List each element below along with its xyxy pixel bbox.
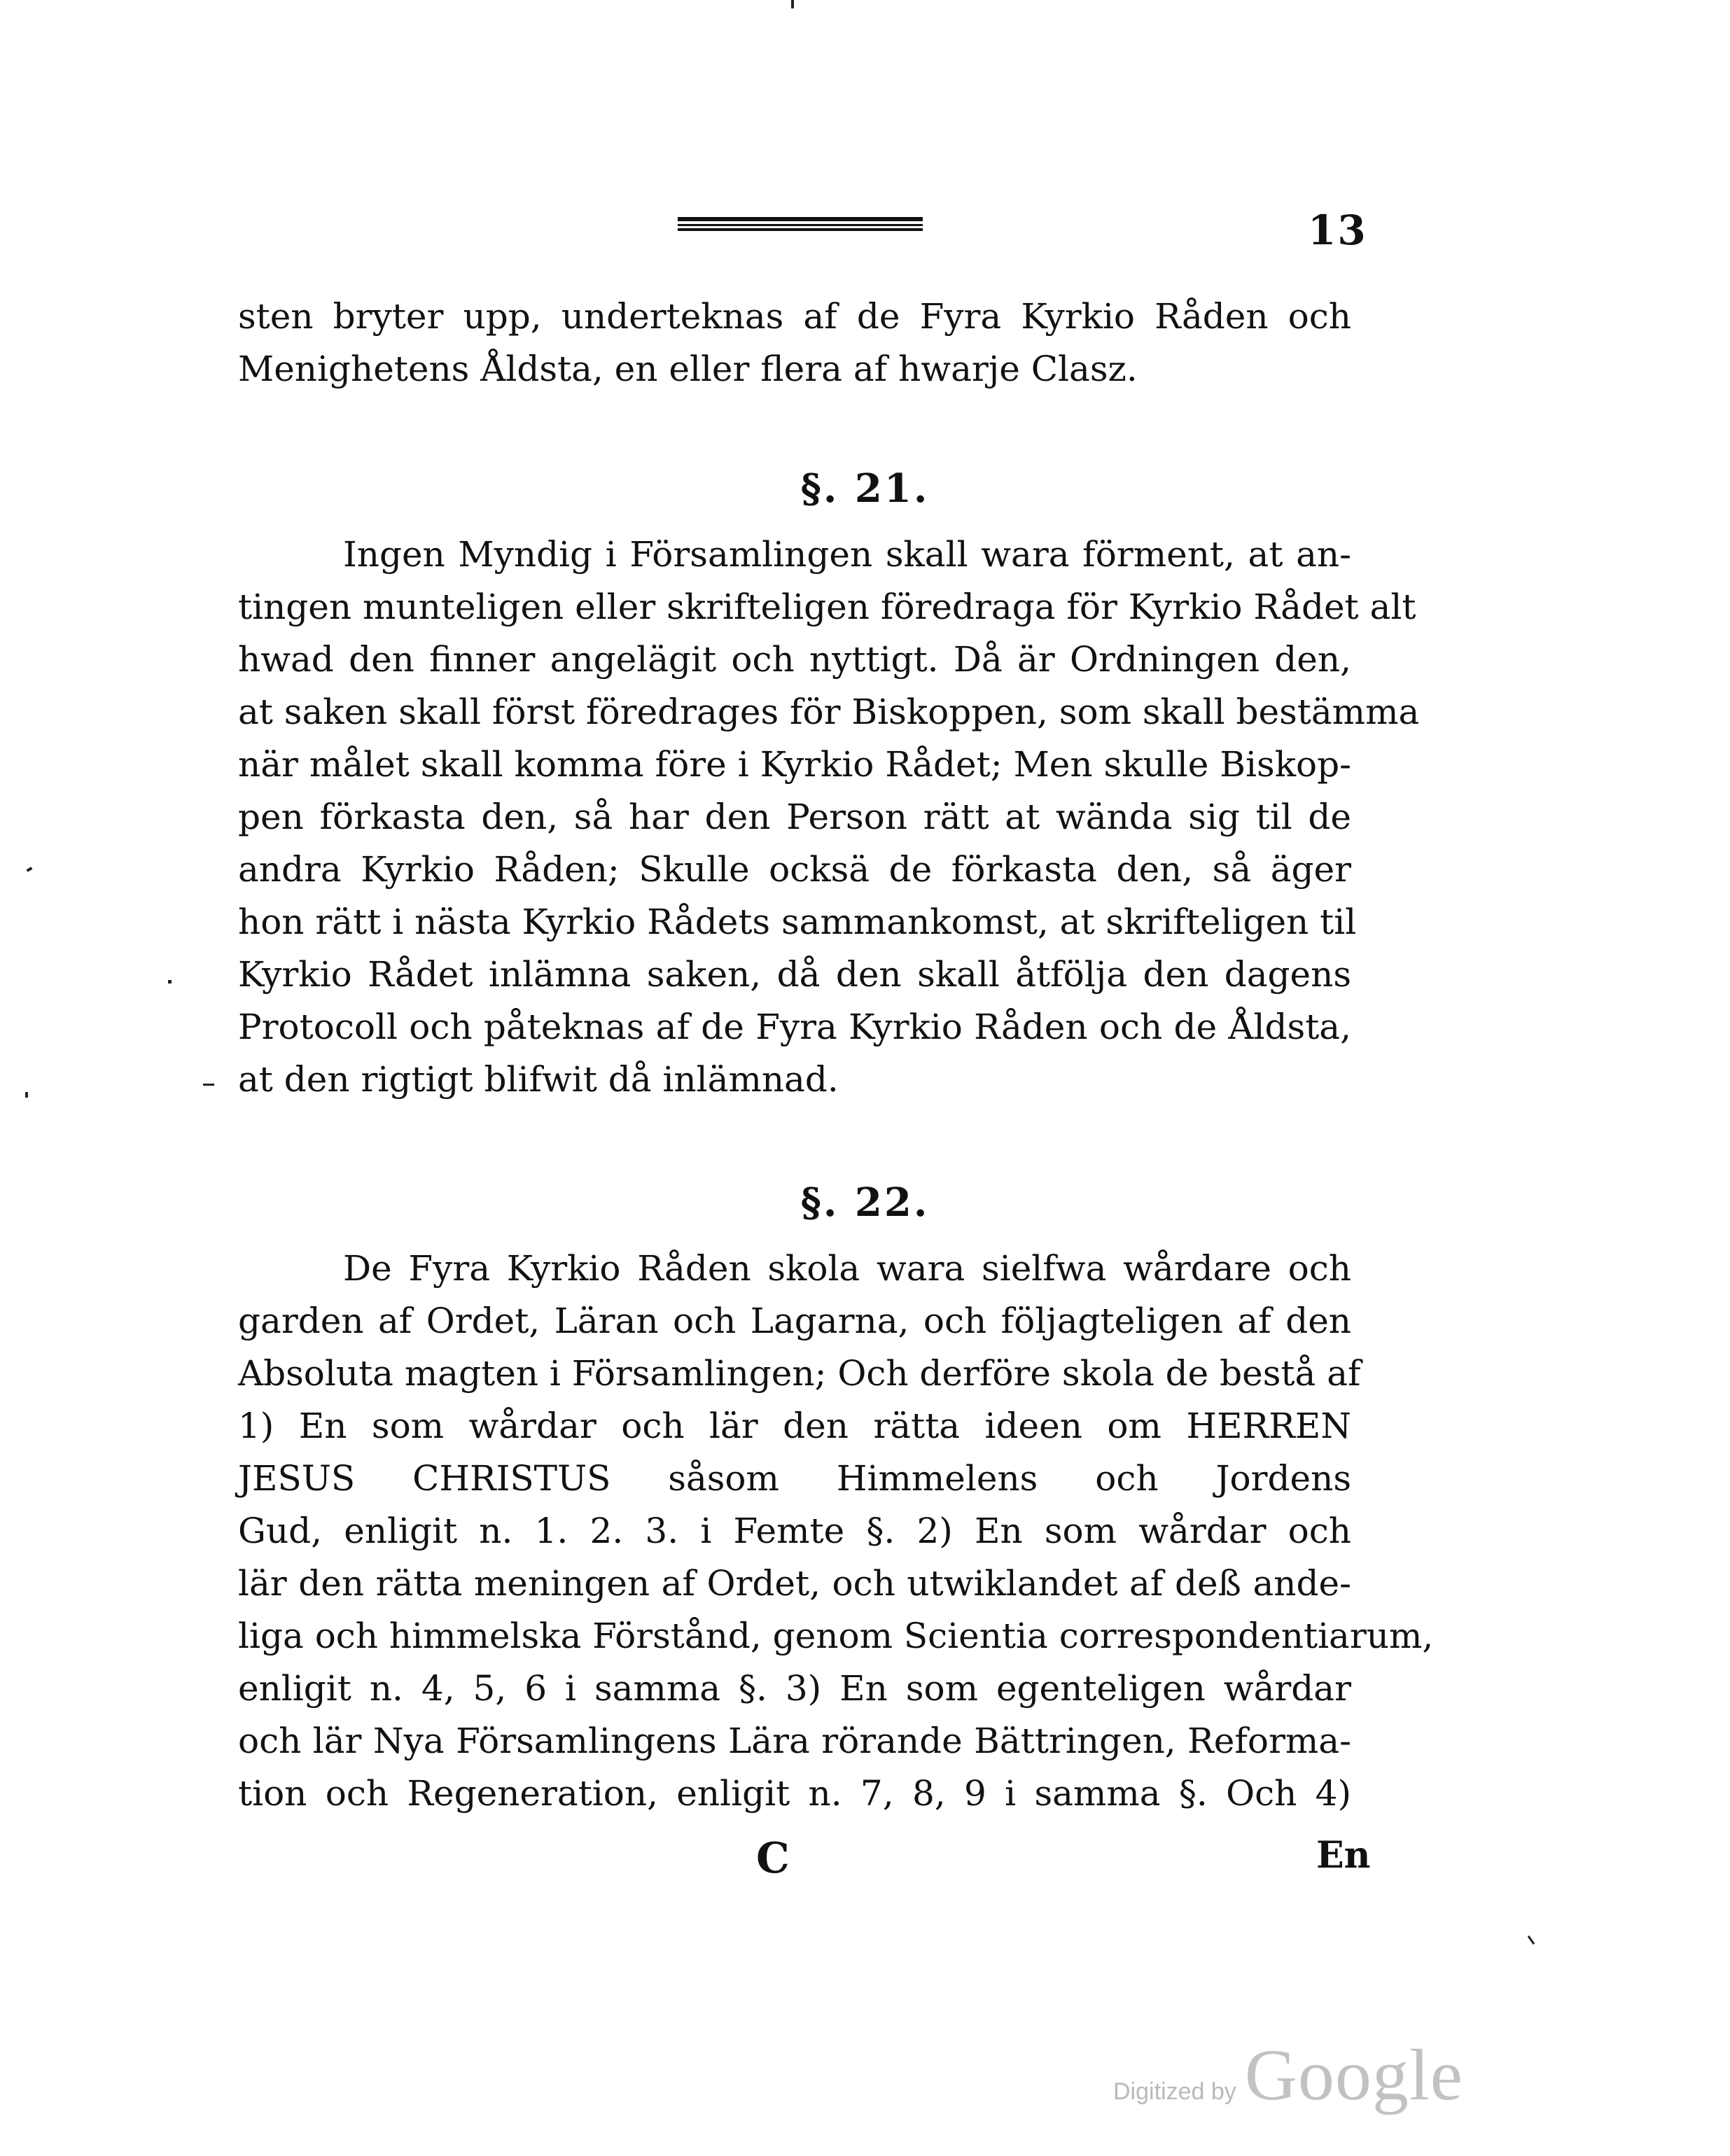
- scan-speck: [25, 1092, 28, 1098]
- text-line: sten bryter upp, underteknas af de Fyra Kyrkio Råden och: [238, 296, 1351, 337]
- text-line: Absoluta magten i Församlingen; Och derföre skola de bestå af: [238, 1353, 1361, 1394]
- text-line: liga och himmelska Förstånd, genom Scientia correspondentiarum,: [238, 1616, 1434, 1656]
- section-22-paragraph: [238, 1242, 1434, 1820]
- continuation-paragraph: [238, 290, 1351, 396]
- text-line: De Fyra Kyrkio Råden skola wara sielfwa wårdare och: [343, 1248, 1351, 1289]
- text-line: när målet skall komma före i Kyrkio Rådet; Men skulle Biskop-: [238, 744, 1351, 785]
- text-line: lär den rätta meningen af Ordet, och utwiklandet af deß ande-: [238, 1563, 1351, 1604]
- scan-speck: [203, 1084, 214, 1086]
- digitized-by-text: Digitized by: [1113, 2078, 1236, 2105]
- text-line: garden af Ordet, Läran och Lagarna, och följagteligen af den: [238, 1301, 1351, 1341]
- digitized-watermark: [1113, 2033, 1463, 2117]
- text-line: Menighetens Åldsta, en eller flera af hwarje Clasz.: [238, 349, 1138, 389]
- header-rule: [678, 217, 923, 231]
- text-line: pen förkasta den, så har den Person rätt at wända sig til de: [238, 797, 1351, 837]
- text-line: Ingen Myndig i Församlingen skall wara förment, at an-: [343, 534, 1351, 575]
- text-line: at den rigtigt blifwit då inlämnad.: [238, 1059, 839, 1100]
- text-line: JESUS CHRISTUS såsom Himmelens och Jordens: [238, 1458, 1351, 1499]
- signature-mark: C: [756, 1834, 790, 1883]
- google-logo: Google: [1244, 2035, 1463, 2115]
- text-line: och lär Nya Församlingens Lära rörande Bättringen, Reforma-: [238, 1721, 1351, 1761]
- text-line: tion och Regeneration, enligit n. 7, 8, 9 i samma §. Och 4): [238, 1773, 1351, 1814]
- catchword: En: [1316, 1834, 1371, 1877]
- scan-speck: [27, 867, 33, 872]
- text-line: tingen munteligen eller skrifteligen föredraga för Kyrkio Rådet alt: [238, 587, 1416, 627]
- scan-speck: [1528, 1935, 1535, 1945]
- text-line: hon rätt i nästa Kyrkio Rådets sammankomst, at skrifteligen til: [238, 902, 1357, 942]
- text-line: Gud, enligit n. 1. 2. 3. i Femte §. 2) En som wårdar och: [238, 1511, 1351, 1551]
- text-line: andra Kyrkio Råden; Skulle ocksä de förkasta den, så äger: [238, 849, 1351, 890]
- text-line: hwad den finner angelägit och nyttigt. Då är Ordningen den,: [238, 639, 1351, 680]
- text-line: 1) En som wårdar och lär den rätta ideen om HERREN: [238, 1406, 1351, 1446]
- scan-speck: [168, 980, 172, 983]
- section-heading-21: §. 21.: [800, 465, 930, 512]
- text-line: enligit n. 4, 5, 6 i samma §. 3) En som egenteligen wårdar: [238, 1668, 1351, 1709]
- text-line: Kyrkio Rådet inlämna saken, då den skall åtfölja den dagens: [238, 954, 1351, 995]
- page-number: 13: [1308, 206, 1367, 254]
- text-line: at saken skall först föredrages för Biskoppen, som skall bestämma: [238, 692, 1420, 732]
- section-heading-22: §. 22.: [800, 1180, 930, 1226]
- text-line: Protocoll och påteknas af de Fyra Kyrkio Råden och de Åldsta,: [238, 1007, 1351, 1047]
- section-21-paragraph: [238, 528, 1420, 1106]
- scan-speck: [791, 0, 794, 8]
